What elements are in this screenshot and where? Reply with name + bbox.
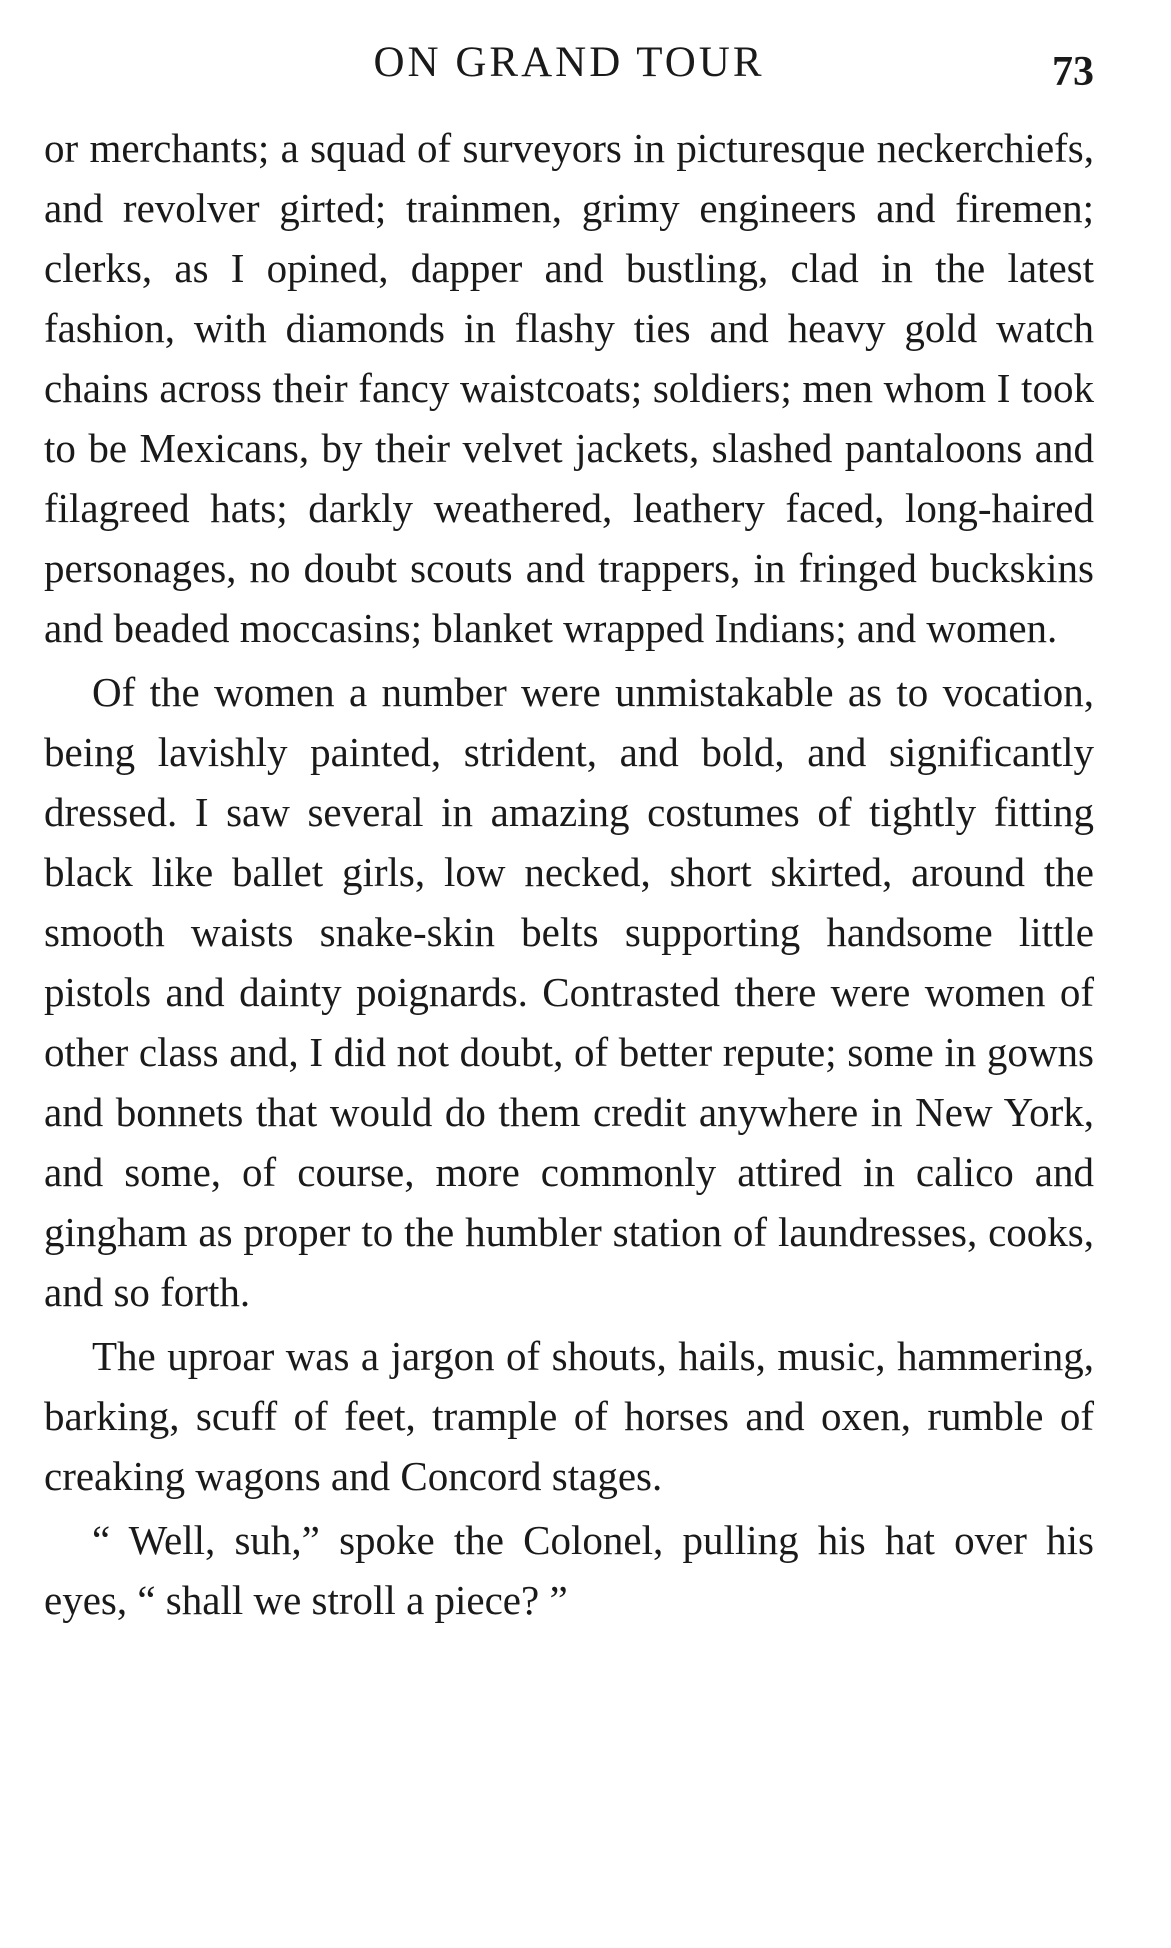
running-title: ON GRAND TOUR — [373, 39, 765, 86]
paragraph-women: Of the women a number were unmistakable as to vocation, being lavishly painted, strident, and bold, and significantly dressed. I saw several in amazing costumes of tightly fitting black like ballet girls, low necked, short skirted, around the smooth waists snake-skin belts supporting handsome little pistols and dainty poignards. Contrasted there were women of other class and, I did not doubt, of better repute; some in gowns and bonnets that would do them credit anywhere in New York, and some, of course, more commonly attired in calico and gingham as proper to the humbler station of laundresses, cooks, and so forth. — [44, 669, 1094, 1315]
paragraph-uproar: The uproar was a jargon of shouts, hails, music, hammering, barking, scuff of feet, trample of horses and oxen, rumble of creaking wagons and Concord stages. — [44, 1333, 1094, 1499]
body-text — [44, 118, 1094, 1630]
paragraph-continued: or merchants; a squad of surveyors in picturesque neckerchiefs, and revolver girted; trainmen, grimy engineers and firemen; clerks, as I opined, dapper and bustling, clad in the latest fashion, with diamonds in flashy ties and heavy gold watch chains across their fancy waistcoats; soldiers; men whom I took to be Mexicans, by their velvet jackets, slashed pantaloons and filagreed hats; darkly weathered, leathery faced, long-haired personages, no doubt scouts and trappers, in fringed buckskins and beaded moccasins; blanket wrapped Indians; and women. — [44, 125, 1094, 651]
book-page — [44, 30, 1094, 1910]
running-head — [44, 30, 1094, 102]
page-number: 73 — [1052, 49, 1094, 95]
paragraph-colonel: “ Well, suh,” spoke the Colonel, pulling his hat over his eyes, “ shall we stroll a piece? ” — [44, 1517, 1094, 1623]
